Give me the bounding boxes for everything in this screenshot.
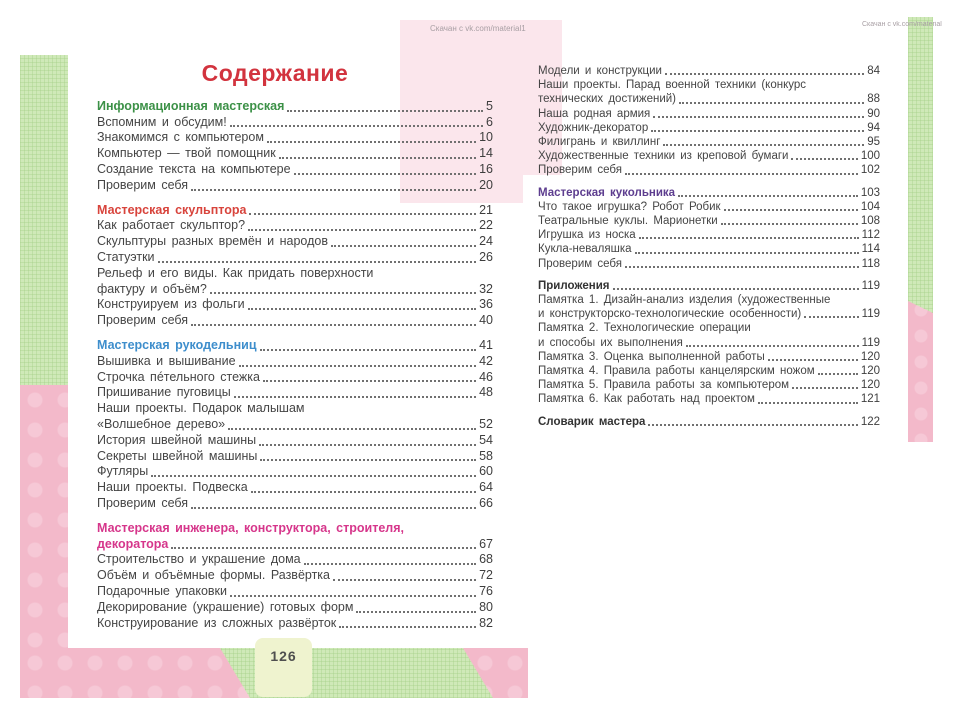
dot-leader: [804, 316, 858, 318]
page-number: 112: [861, 229, 880, 242]
toc-entry-text: Создание текста на компьютере: [97, 161, 291, 176]
dot-leader: [333, 579, 476, 581]
toc-entry-text: Художественные техники из креповой бумаги: [538, 150, 789, 163]
toc-entry: [97, 130, 493, 146]
toc-entry: [97, 449, 493, 465]
toc-entry: [538, 78, 880, 106]
watermark-left: Скачан с vk.com/material1: [430, 24, 526, 33]
toc-entry-text: Памятка 4. Правила работы канцелярским ножом: [538, 365, 815, 378]
toc-entry-text: Наша родная армия: [538, 107, 651, 120]
dot-leader: [230, 595, 476, 597]
toc-entry-text: Филигрань и квиллинг: [538, 136, 661, 149]
dot-leader: [260, 349, 477, 351]
dot-leader: [263, 380, 476, 382]
page-number: 80: [479, 599, 493, 614]
dot-leader: [653, 116, 864, 118]
toc-entry-text: Мастерская скульптора: [97, 202, 247, 217]
toc-entry: [538, 242, 880, 256]
left-page-column: [97, 60, 493, 631]
toc-entry-text: Приложения: [538, 279, 610, 292]
dot-leader: [724, 209, 858, 211]
page-number: 114: [861, 243, 880, 256]
toc-entry: [538, 214, 880, 228]
dot-leader: [287, 110, 483, 112]
dot-leader: [792, 387, 858, 389]
toc-entry-text: Вспомним и обсудим!: [97, 114, 227, 129]
toc-entry: [97, 115, 493, 131]
dot-leader: [768, 359, 858, 361]
page-number: 42: [479, 353, 493, 368]
dot-leader: [239, 365, 477, 367]
page-number: 108: [860, 215, 880, 228]
toc-entry-text: Рельеф и его виды. Как придать поверхности: [97, 265, 374, 280]
toc-entry: [97, 162, 493, 178]
folio-tab: [255, 638, 312, 697]
toc-entry: [538, 64, 880, 78]
toc-entry-text: Конструируем из фольги: [97, 297, 245, 312]
toc-entry: [538, 321, 880, 349]
page-number: 10: [479, 130, 493, 145]
toc-entry: [97, 584, 493, 600]
toc-entry: [538, 107, 880, 121]
dot-leader: [259, 444, 476, 446]
toc-entry: [97, 600, 493, 616]
right-page-column: [538, 64, 880, 429]
page-number: 118: [861, 257, 880, 270]
page-number: 95: [867, 136, 880, 149]
page-number: 119: [861, 308, 880, 321]
toc-entry-text: Как работает скульптор?: [97, 218, 246, 233]
dot-leader: [791, 158, 857, 160]
toc-section-header: [538, 186, 880, 200]
toc-entry-text: технических достижений): [538, 93, 677, 106]
page-number: 14: [479, 146, 493, 161]
left-margin-green-strip: [20, 55, 68, 387]
toc-entry: [97, 370, 493, 386]
toc-entry: [97, 146, 493, 162]
toc-entry-text: Мастерская рукодельниц: [97, 337, 257, 352]
toc-section-header: [538, 279, 880, 293]
toc-entry-text: Знакомимся с компьютером: [97, 130, 264, 145]
toc-entry-text: Строчка пéтельного стежка: [97, 369, 260, 384]
toc-entry-text: Пришивание пуговицы: [97, 385, 231, 400]
toc-entry: [97, 313, 493, 329]
right-margin-strip: [908, 17, 933, 425]
toc-entry-text: Художник-декоратор: [538, 121, 649, 134]
toc-entry-text: Наши проекты. Подвеска: [97, 480, 248, 495]
toc-entry-text: и конструкторско-технологические особенности): [538, 308, 802, 321]
dot-leader: [304, 563, 476, 565]
page-number: 36: [479, 297, 493, 312]
page-number: 120: [860, 365, 880, 378]
page-number: 67: [479, 536, 493, 551]
toc-entry: [97, 266, 493, 298]
dot-leader: [279, 157, 476, 159]
toc-entry: [538, 149, 880, 163]
toc-entry-text: Проверим себя: [97, 313, 189, 328]
toc-entry: [538, 350, 880, 364]
page-number: 60: [479, 464, 493, 479]
toc-entry-text: Объём и объёмные формы. Развёртка: [97, 568, 330, 583]
page-number: 72: [479, 568, 493, 583]
toc-entry: [538, 135, 880, 149]
toc-entry-text: Декорирование (украшение) готовых форм: [97, 599, 354, 614]
toc-entry: [538, 392, 880, 406]
dot-leader: [331, 245, 476, 247]
toc-entry-text: Кукла-неваляшка: [538, 243, 632, 256]
toc-entry: [538, 121, 880, 135]
page-number: 22: [479, 218, 493, 233]
toc-entry: [97, 178, 493, 194]
toc-entry: [538, 364, 880, 378]
page-number: 41: [479, 337, 493, 352]
page-number: 26: [479, 249, 493, 264]
dot-leader: [248, 308, 477, 310]
bottom-border-green-segment: [205, 648, 505, 698]
page-number: 5: [486, 98, 493, 113]
toc-section-header: [97, 203, 493, 219]
dot-leader: [356, 611, 476, 613]
dot-leader: [251, 491, 476, 493]
page-number: 84: [867, 65, 880, 77]
right-margin-green-segment: [908, 17, 933, 313]
toc-entry-text: Памятка 1. Дизайн-анализ изделия (художественные: [538, 294, 831, 307]
toc-entry-text: Памятка 3. Оценка выполненной работы: [538, 350, 765, 363]
toc-section-header: [97, 521, 493, 553]
toc-entry: [97, 218, 493, 234]
page-number: 40: [479, 313, 493, 328]
page-number: 21: [479, 202, 493, 217]
dot-leader: [191, 324, 476, 326]
dot-leader: [171, 547, 476, 549]
toc-section-header: [97, 99, 493, 115]
page-number: 94: [867, 121, 880, 134]
toc-entry-text: Информационная мастерская: [97, 98, 285, 113]
toc-entry-text: Игрушка из носка: [538, 229, 636, 242]
toc-section-header: [97, 338, 493, 354]
dot-leader: [151, 475, 476, 477]
dot-leader: [191, 189, 476, 191]
toc-section-header: [538, 415, 880, 429]
toc-entry-text: Подарочные упаковки: [97, 583, 227, 598]
toc-entry: [538, 163, 880, 177]
dot-leader: [210, 292, 476, 294]
dot-leader: [260, 459, 476, 461]
dot-leader: [228, 428, 476, 430]
toc-entry: [97, 464, 493, 480]
toc-entry-text: Памятка 5. Правила работы за компьютером: [538, 379, 790, 392]
page-number: 120: [860, 379, 880, 392]
toc-entry-text: Словарик мастера: [538, 415, 646, 428]
dot-leader: [651, 130, 864, 132]
page-number: 48: [479, 385, 493, 400]
dot-leader: [339, 626, 476, 628]
left-margin-pink-strip: [20, 385, 68, 648]
toc-entry: [538, 378, 880, 392]
toc-entry: [97, 616, 493, 632]
toc-entry-text: История швейной машины: [97, 432, 257, 447]
toc-entry: [538, 293, 880, 321]
page-number: 24: [479, 234, 493, 249]
dot-leader: [639, 237, 859, 239]
dot-leader: [818, 373, 858, 375]
page-number: 46: [479, 369, 493, 384]
page-number: 20: [479, 177, 493, 192]
page-number: 66: [479, 495, 493, 510]
toc-entry-text: Футляры: [97, 464, 149, 479]
toc-entry-text: Что такое игрушка? Робот Робик: [538, 200, 721, 213]
toc-entry-text: Проверим себя: [538, 164, 622, 177]
dot-leader: [648, 424, 857, 426]
toc-entry: [538, 200, 880, 214]
dot-leader: [686, 345, 859, 347]
toc-entry: [97, 401, 493, 433]
dot-leader: [678, 195, 858, 197]
dot-leader: [230, 125, 483, 127]
page-number: 52: [479, 416, 493, 431]
dot-leader: [294, 173, 477, 175]
toc-entry-text: и способы их выполнения: [538, 336, 683, 349]
toc-entry-text: Проверим себя: [97, 177, 189, 192]
page-number: 64: [479, 480, 493, 495]
toc-entry: [97, 250, 493, 266]
dot-leader: [625, 266, 859, 268]
toc-entry-text: Скульптуры разных времён и народов: [97, 234, 328, 249]
dot-leader: [613, 288, 859, 290]
toc-entry-text: «Волшебное дерево»: [97, 416, 226, 431]
page-number: 32: [479, 281, 493, 296]
page-number: 88: [867, 93, 880, 106]
toc-entry-text: Компьютер — твой помощник: [97, 146, 276, 161]
page-number: 82: [479, 615, 493, 630]
toc-entry-text: Строительство и украшение дома: [97, 552, 301, 567]
dot-leader: [158, 261, 477, 263]
toc-entry-text: Конструирование из сложных развёрток: [97, 615, 337, 630]
left-toc-list: [97, 99, 493, 632]
page-number: 122: [860, 415, 880, 428]
page-number: 121: [860, 393, 880, 406]
toc-entry: [538, 257, 880, 271]
page-number: 76: [479, 583, 493, 598]
folio-number: 126: [270, 648, 297, 664]
toc-entry: [97, 433, 493, 449]
toc-entry: [97, 354, 493, 370]
toc-entry: [97, 297, 493, 313]
page-number: 90: [867, 107, 880, 120]
dot-leader: [234, 396, 476, 398]
dot-leader: [758, 402, 858, 404]
page-number: 119: [861, 279, 880, 292]
toc-entry-text: Проверим себя: [97, 495, 189, 510]
toc-entry: [538, 228, 880, 242]
toc-entry-text: Памятка 6. Как работать над проектом: [538, 393, 755, 406]
dot-leader: [635, 252, 859, 254]
page-number: 6: [486, 114, 493, 129]
page-number: 120: [860, 350, 880, 363]
toc-entry-text: Наши проекты. Подарок малышам: [97, 401, 305, 416]
toc-entry-text: Театральные куклы. Марионетки: [538, 215, 718, 228]
toc-entry-text: Мастерская кукольника: [538, 186, 676, 199]
toc-entry: [97, 496, 493, 512]
toc-entry: [97, 568, 493, 584]
dot-leader: [248, 229, 476, 231]
dot-leader: [679, 102, 864, 104]
dot-leader: [191, 507, 476, 509]
toc-entry: [97, 385, 493, 401]
page-number: 103: [860, 186, 880, 199]
contents-title: Содержание: [201, 60, 349, 86]
dot-leader: [663, 144, 864, 146]
dot-leader: [249, 213, 476, 215]
right-toc-list: [538, 64, 880, 429]
page-number: 104: [860, 200, 880, 213]
toc-entry-text: Секреты швейной машины: [97, 448, 258, 463]
dot-leader: [665, 73, 864, 75]
page-number: 119: [861, 336, 880, 349]
right-margin-pink-segment: [908, 297, 933, 442]
toc-entry: [97, 234, 493, 250]
page-number: 100: [860, 150, 880, 163]
page-number: 102: [860, 164, 880, 177]
toc-entry-text: фактуру и объём?: [97, 281, 207, 296]
toc-entry: [97, 552, 493, 568]
toc-entry-text: Мастерская инженера, конструктора, строителя,: [97, 520, 404, 535]
toc-entry-text: Наши проекты. Парад военной техники (конкурс: [538, 79, 807, 92]
page-number: 68: [479, 552, 493, 567]
toc-entry-text: Проверим себя: [538, 257, 622, 270]
toc-entry-text: Модели и конструкции: [538, 65, 662, 77]
toc-entry: [97, 480, 493, 496]
page-number: 54: [479, 432, 493, 447]
watermark-right: Скачан с vk.com/material: [862, 21, 942, 28]
page-number: 16: [479, 161, 493, 176]
toc-entry-text: Статуэтки: [97, 249, 155, 264]
toc-entry-text: декоратора: [97, 536, 169, 551]
page-number: 58: [479, 448, 493, 463]
toc-entry-text: Вышивка и вышивание: [97, 353, 236, 368]
dot-leader: [721, 223, 858, 225]
dot-leader: [625, 173, 858, 175]
toc-entry-text: Памятка 2. Технологические операции: [538, 322, 751, 335]
dot-leader: [267, 141, 476, 143]
